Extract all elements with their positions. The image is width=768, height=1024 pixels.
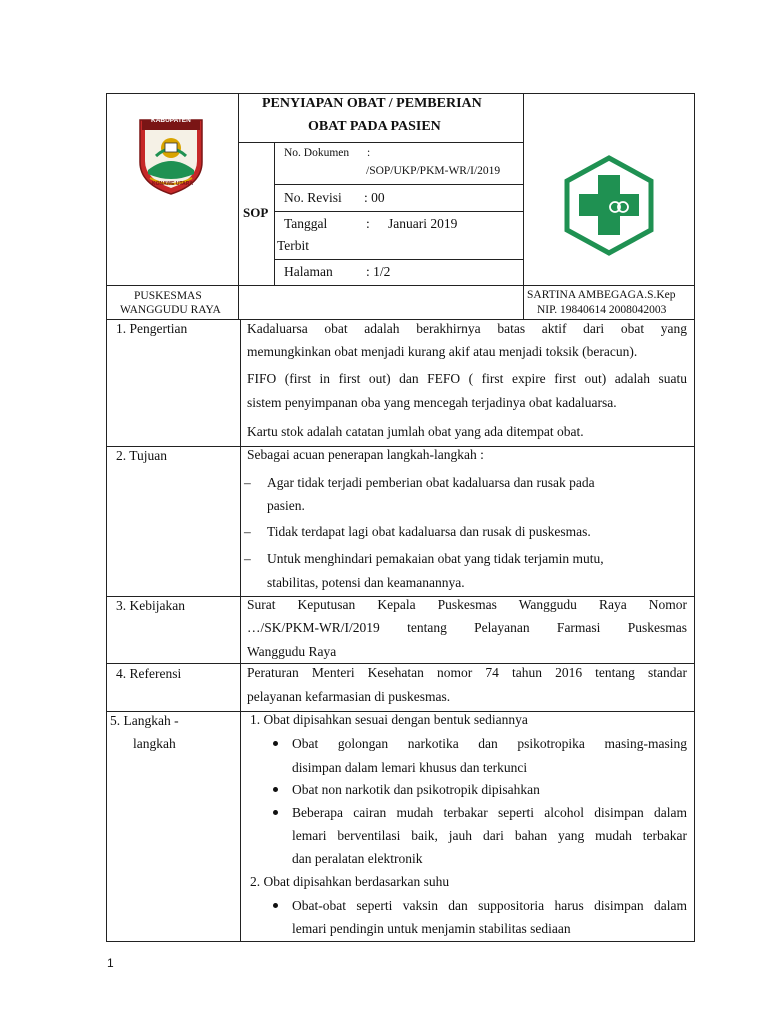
section-label-kebijakan: 3. Kebijakan [116, 598, 185, 613]
kebijakan-line2: …/SK/PKM-WR/I/2019 tentang Pelayanan Farmasi Puskesmas [247, 620, 687, 635]
no-dokumen-colon: : [367, 147, 371, 159]
section-label-pengertian: 1. Pengertian [116, 321, 188, 336]
tanggal-label: Tanggal [284, 216, 328, 231]
halaman-value: : 1/2 [366, 264, 391, 279]
terbit-label: Terbit [277, 238, 310, 253]
tujuan-item2: Tidak terdapat lagi obat kadaluarsa dan rusak di puskesmas. [267, 524, 591, 539]
org-line1: PUSKESMAS [134, 290, 202, 302]
referensi-line1: Peraturan Menteri Kesehatan nomor 74 tahun 2016 tentang standar [247, 665, 687, 680]
langkah-bullet3-line3: dan peralatan elektronik [292, 851, 423, 866]
emblem-text-top: KABUPATEN [151, 117, 191, 124]
pengertian-p2-line2: sistem penyimpanan oba yang mencegah terjadinya obat kadaluarsa. [247, 395, 617, 410]
doc-title-line2: OBAT PADA PASIEN [308, 119, 441, 134]
bullet-icon [273, 903, 278, 908]
kebijakan-line1: Surat Keputusan Kepala Puskesmas Wanggudu Raya Nomor [247, 597, 687, 612]
langkah-bullet2: Obat non narkotik dan psikotropik dipisahkan [292, 782, 540, 797]
kebijakan-line3: Wanggudu Raya [247, 644, 337, 659]
section-label-tujuan: 2. Tujuan [116, 448, 168, 463]
tujuan-intro: Sebagai acuan penerapan langkah-langkah : [247, 447, 484, 462]
dash-marker: – [244, 524, 251, 539]
pengertian-p1-line2: memungkinkan obat menjadi kurang akif atau menjadi toksik (beracun). [247, 344, 638, 359]
pengertian-p3: Kartu stok adalah catatan jumlah obat yang ada ditempat obat. [247, 424, 584, 439]
section-label-referensi: 4. Referensi [116, 666, 182, 681]
no-revisi-value: : 00 [364, 190, 385, 205]
tanggal-colon: : [366, 216, 370, 231]
langkah-step2: 2. Obat dipisahkan berdasarkan suhu [250, 874, 450, 889]
dash-marker: – [244, 475, 251, 490]
langkah-bullet1-line2: disimpan dalam lemari khusus dan terkunci [292, 760, 528, 775]
no-dokumen-label: No. Dokumen [284, 147, 350, 159]
sop-label: SOP [243, 205, 269, 220]
referensi-line2: pelayanan kefarmasian di puskesmas. [247, 689, 451, 704]
langkah-bullet4-line2: lemari pendingin untuk menjamin stabilitas sediaan [292, 921, 571, 936]
langkah-bullet1-line1: Obat golongan narkotika dan psikotropika masing-masing [292, 736, 687, 751]
no-revisi-label: No. Revisi [284, 190, 342, 205]
section-label-langkah-line2: langkah [133, 736, 176, 751]
doc-title-line1: PENYIAPAN OBAT / PEMBERIAN [262, 96, 482, 111]
dash-marker: – [244, 551, 251, 566]
pengertian-p2-line1: FIFO (first in first out) dan FEFO ( first expire first out) adalah suatu [247, 371, 687, 386]
bullet-icon [273, 787, 278, 792]
no-dokumen-value: /SOP/UKP/PKM-WR/I/2019 [366, 165, 501, 177]
signer-name: SARTINA AMBEGAGA.S.Kep [527, 289, 676, 301]
signer-nip: NIP. 19840614 2008042003 [537, 304, 667, 316]
tujuan-item3-line1: Untuk menghindari pemakaian obat yang tidak terjamin mutu, [267, 551, 604, 566]
tujuan-item1-line1: Agar tidak terjadi pemberian obat kadaluarsa dan rusak pada [267, 475, 595, 490]
langkah-bullet4-line1: Obat-obat seperti vaksin dan suppositoria harus disimpan dalam [292, 898, 687, 913]
tanggal-value: Januari 2019 [388, 216, 458, 231]
langkah-step1: 1. Obat dipisahkan sesuai dengan bentuk sediannya [250, 712, 528, 727]
tujuan-item3-line2: stabilitas, potensi dan keamanannya. [267, 575, 465, 590]
page-number: 1 [107, 956, 114, 970]
tujuan-item1-line2: pasien. [267, 498, 305, 513]
org-line2: WANGGUDU RAYA [120, 304, 221, 316]
halaman-label: Halaman [284, 264, 333, 279]
langkah-bullet3-line1: Beberapa cairan mudah terbakar seperti alcohol disimpan dalam [292, 805, 687, 820]
section-label-langkah-line1: 5. Langkah - [110, 713, 179, 728]
bullet-icon [273, 741, 278, 746]
langkah-bullet3-line2: lemari berventilasi baik, jauh dari bahan yang mudah terbakar [292, 828, 687, 843]
emblem-text-bottom: KONAWE UTARA [152, 181, 194, 187]
puskesmas-logo-icon [563, 155, 655, 256]
bullet-icon [273, 810, 278, 815]
pengertian-p1-line1: Kadaluarsa obat adalah berakhirnya batas aktif dari obat yang [247, 321, 687, 336]
